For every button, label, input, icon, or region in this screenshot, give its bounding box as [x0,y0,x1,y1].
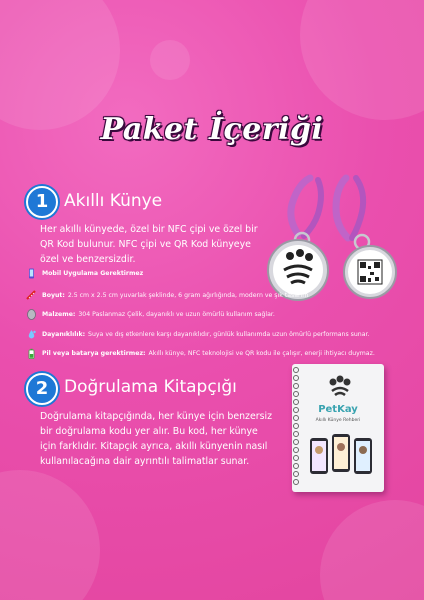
feature-no-app: Mobil Uygulama Gerektirmez [26,268,146,279]
page-title: Paket İçeriği [100,112,324,147]
feature-durability: Dayanıklılık: Suya ve dış etkenlere karşı dayanıklıdır, günlük kullanımda uzun ömürlü performans sunar. [26,329,369,340]
feature-size: Boyut: 2.5 cm x 2.5 cm yuvarlak şeklinde, 6 gram ağırlığında, modern ve şık tasarım [26,290,308,301]
decor-bubble [300,0,424,120]
section-description: Doğrulama kitapçığında, her künye için benzersiz bir doğrulama kodu yer alır. Bu kod, her künye için farklıdır. Kitapçık ayrıca, akıllı künyenin nasıl kullanılacağına dair ayrıntılı talimatlar sunar. [40,411,272,467]
decor-bubble [0,0,120,130]
water-icon [26,329,37,340]
section-heading: Doğrulama Kitapçığı [64,377,237,397]
steel-icon [26,309,37,320]
phone-screens-image [306,430,376,480]
spiral-binding [292,364,300,492]
section-description: Her akıllı künyede, özel bir NFC çipi ve özel bir QR Kod bulunur. NFC çipi ve QR Kod künyeye özel ve benzersizdir. [40,224,258,265]
section-number-badge: 2 [26,373,58,405]
section-heading: Akıllı Künye [64,191,163,211]
smart-tag-image [262,170,412,305]
decor-bubble [0,470,100,600]
section-number-badge: 1 [26,186,58,218]
battery-icon [26,348,37,359]
ruler-icon [26,290,37,301]
booklet-brand: PetKay [318,404,358,415]
smartphone-icon [26,268,37,279]
booklet-subtitle: Akıllı Künye Rehberi [315,418,361,423]
feature-material: Malzeme: 304 Paslanmaz Çelik, dayanıklı ve uzun ömürlü kullanım sağlar. [26,309,275,320]
decor-bubble [150,40,190,80]
verification-booklet-image [292,364,384,492]
feature-no-battery: Pil veya batarya gerektirmez: Akıllı künye, NFC teknolojisi ve QR kodu ile çalışır, enerji ihtiyacı duymaz. [26,348,375,359]
paw-logo-icon [325,374,355,400]
decor-bubble [320,500,424,600]
